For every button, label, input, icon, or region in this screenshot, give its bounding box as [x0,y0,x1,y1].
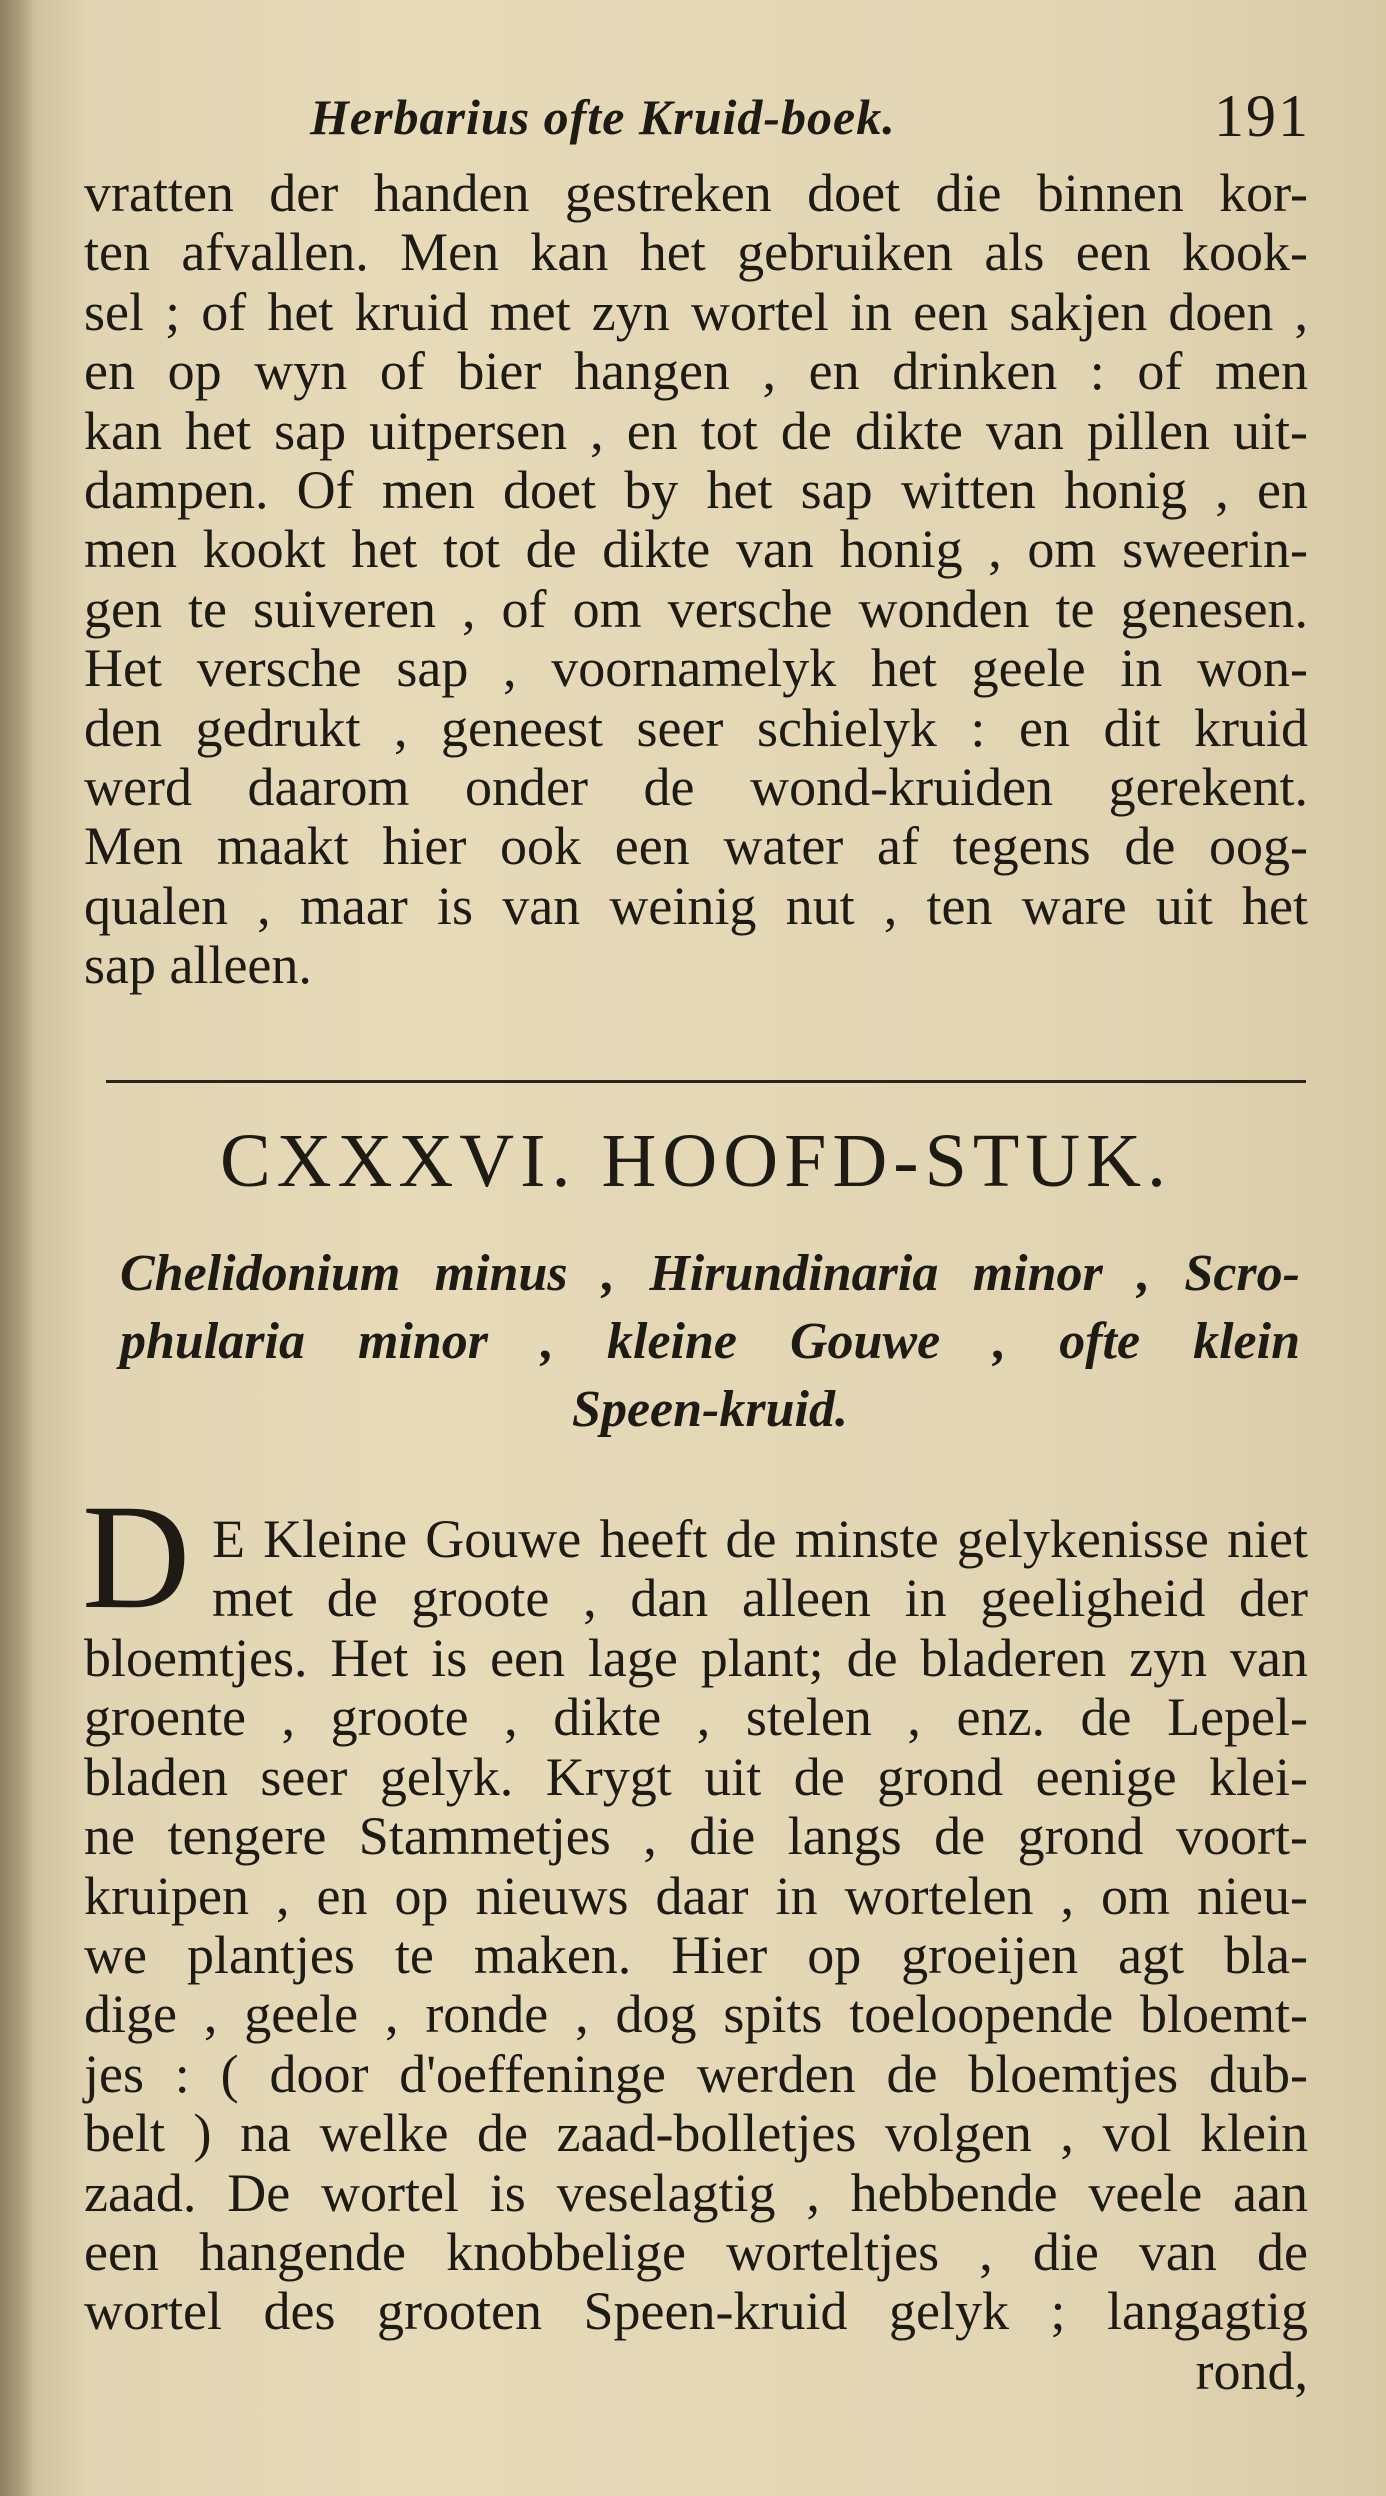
text-line: bloemtjes. Het is een lage plant; de bladeren zyn van [84,1628,1308,1688]
text-line: sap alleen. [84,935,312,996]
page-number: 191 [1214,83,1310,149]
text-line: ne tengere Stammetjes , die langs de grond voort- [84,1806,1308,1867]
text-line: vratten der handen gestreken doet die binnen kor- [84,163,1308,223]
subtitle-line: phularia minor , kleine Gouwe , ofte klein [120,1313,1300,1370]
text-line: met de groote , dan alleen in geeligheid der [212,1568,1308,1629]
running-title: Herbarius ofte Kruid-boek. [310,89,896,145]
text-line: en op wyn of bier hangen , en drinken : of men [84,341,1308,402]
text-line: den gedrukt , geneest seer schielyk : en dit kruid [84,697,1308,758]
text-line: men kookt het tot de dikte van honig , om sweerin- [84,519,1308,580]
text-line: bladen seer gelyk. Krygt uit de grond eenige klei- [84,1746,1308,1807]
section-rule [106,1080,1306,1083]
text-line: wortel des grooten Speen-kruid gelyk ; langagtig [84,2281,1308,2342]
chapter-heading: CXXXVI. HOOFD-STUK. [219,1119,1173,1203]
text-line: ten afvallen. Men kan het gebruiken als een kook- [84,222,1308,283]
text-line: kan het sap uitpersen , en tot de dikte van pillen uit- [84,400,1308,461]
text-line: een hangende knobbelige worteltjes , die van de [84,2221,1308,2282]
text-line: Men maakt hier ook een water af tegens de oog- [84,816,1308,877]
text-line: sel ; of het kruid met zyn wortel in een sakjen doen , [84,281,1308,342]
text-line: groente , groote , dikte , stelen , enz. de Lepel- [84,1687,1308,1748]
text-line: belt ) na welke de zaad-bolletjes volgen , vol klein [84,2103,1308,2164]
text-line: qualen , maar is van weinig nut , ten ware uit het [84,875,1308,936]
text-line: rond, [1195,2340,1308,2401]
text-line: gen te suiveren , of om versche wonden te genesen. [84,578,1308,639]
chapter-first-lines [212,1510,1308,1629]
text-line: we plantjes te maken. Hier op groeijen agt bla- [84,1924,1308,1985]
text-line: E Kleine Gouwe heeft de minste gelykenisse niet [212,1509,1308,1569]
chapter-body [84,1629,1308,2401]
chapter-subtitle [120,1240,1300,1444]
subtitle-line: Chelidonium minus , Hirundinaria minor , Scro- [120,1245,1300,1302]
subtitle-line: Speen-kruid. [572,1381,848,1438]
text-line: zaad. De wortel is veselagtig , hebbende veele aan [84,2162,1308,2223]
top-paragraph [84,164,1308,995]
text-line: Het versche sap , voornamelyk het geele in won- [84,638,1308,699]
binding-gutter [0,0,34,2496]
page-header [310,83,1310,149]
text-line: dampen. Of men doet by het sap witten honig , en [84,459,1308,520]
text-line: dige , geele , ronde , dog spits toeloopende bloemt- [84,1984,1308,2045]
drop-cap: D [82,1474,191,1640]
text-line: kruipen , en op nieuws daar in wortelen , om nieu- [84,1865,1308,1926]
text-line: jes : ( door d'oeffeninge werden de bloemtjes dub- [84,2043,1308,2104]
text-line: werd daarom onder de wond-kruiden gerekent. [84,756,1308,817]
